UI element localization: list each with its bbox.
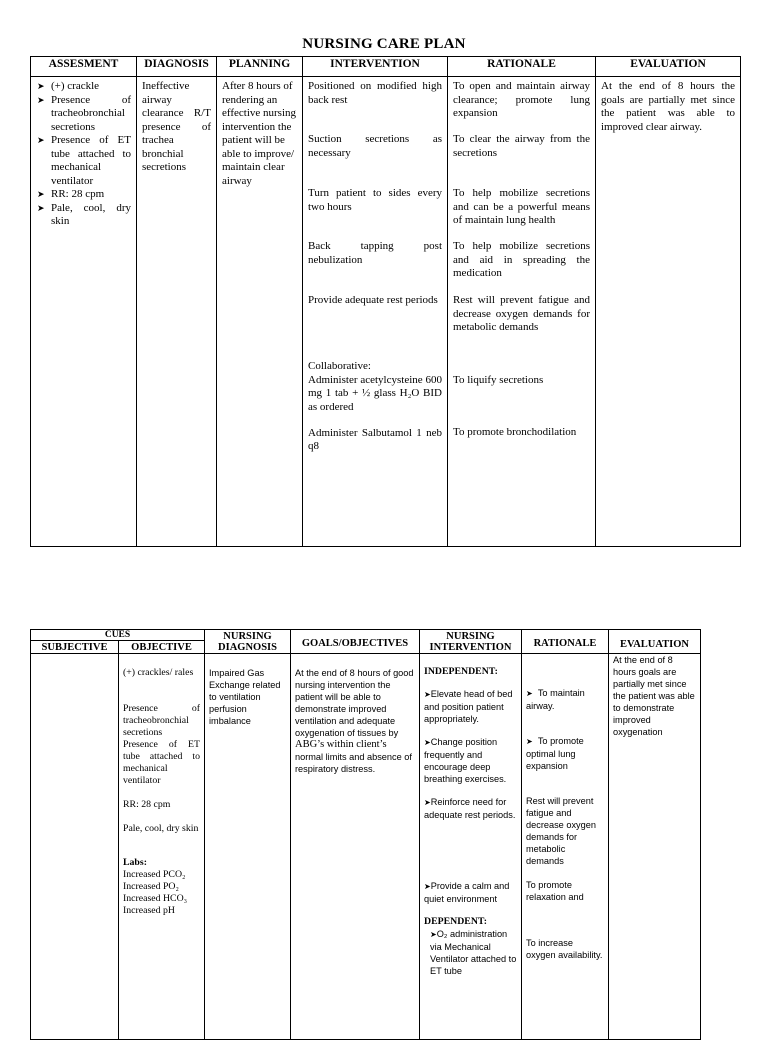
header-rationale: RATIONALE	[448, 57, 596, 77]
intervention-item: Positioned on modified high back rest	[308, 80, 442, 106]
subjective-cell	[31, 654, 119, 1040]
arrow-icon: ➤	[424, 798, 431, 807]
rationale-item: To open and maintain airway clearance; promote lung expansion	[453, 80, 590, 119]
rationale-text: To maintain airway.	[526, 688, 585, 711]
intervention-item: Back tapping post nebulization	[308, 240, 442, 266]
dependent-text: O₂ administration via Mechanical Ventilator attached to ET tube	[430, 929, 517, 976]
independent-label: INDEPENDENT:	[424, 666, 498, 677]
assessment-list	[36, 80, 131, 229]
goals-text: At the end of 8 hours of good nursing intervention the patient will be able to demonstrate improved ventilation and adequate oxygenation of tissues by	[295, 668, 414, 738]
care-plan-table-2	[30, 629, 701, 1040]
intervention-item: Turn patient to sides every two hours	[308, 187, 442, 213]
intervention-item	[424, 880, 517, 916]
header-evaluation: EVALUATION	[609, 630, 701, 654]
objective-cell	[119, 654, 205, 1040]
rationale-item: To promote relaxation and	[526, 880, 584, 902]
header-cues: CUES	[31, 630, 205, 641]
nursing-diagnosis-text: Impaired Gas Exchange related to ventilation perfusion imbalance	[209, 668, 281, 726]
collaborative-label: Collaborative:	[308, 360, 371, 372]
intervention-text: Elevate head of bed and position patient appropriately.	[424, 689, 513, 724]
goals-cell	[291, 654, 420, 1040]
intervention-text: Change position frequently and encourage deep breathing exercises.	[424, 737, 507, 784]
planning-text: After 8 hours of rendering an effective nursing intervention the patient will be able to improve/ maintain clear airway	[222, 80, 297, 187]
rationale-item: To help mobilize secretions and can be a powerful means of maintain lung health	[453, 187, 590, 226]
intervention-cell	[303, 77, 448, 547]
objective-item: Presence of tracheobronchial secretions	[123, 703, 200, 738]
header-diagnosis: DIAGNOSIS	[137, 57, 217, 77]
arrow-icon: ➤	[526, 737, 533, 746]
assessment-item: ➤ (+) crackle	[36, 80, 131, 94]
lab-item: Increased HCO₃	[123, 893, 188, 904]
page-title: NURSING CARE PLAN	[302, 36, 466, 52]
rationale-cell-2	[522, 654, 609, 1040]
intervention-item	[424, 688, 517, 736]
intervention-text: Provide a calm and quiet environment	[424, 881, 510, 904]
rationale-item	[526, 735, 604, 795]
dependent-label: DEPENDENT:	[424, 916, 487, 927]
dependent-item	[424, 928, 517, 977]
rationale-item: Rest will prevent fatigue and decrease oxygen demands for metabolic demands	[526, 796, 596, 866]
rationale-item: To clear the airway from the secretions	[453, 133, 590, 159]
intervention-item: Administer acetylcysteine 600 mg 1 tab + ½ glass H₂O BID as ordered	[308, 373, 442, 413]
planning-cell	[217, 77, 303, 547]
intervention-item	[424, 736, 517, 796]
header-assessment: ASSESMENT	[31, 57, 137, 77]
assessment-item: ➤ Pale, cool, dry skin	[36, 202, 131, 229]
assessment-item: ➤ RR: 28 cpm	[36, 188, 131, 202]
objective-item: (+) crackles/ rales	[123, 667, 194, 678]
evaluation-text: At the end of 8 hours the goals are partially met since the patient was able to improved clear airway.	[601, 80, 735, 133]
intervention-item	[424, 796, 517, 880]
rationale-cell	[448, 77, 596, 547]
intervention-text: Reinforce need for adequate rest periods.	[424, 797, 516, 820]
rationale-item: Rest will prevent fatigue and decrease oxygen demands for metabolic demands	[453, 294, 590, 333]
arrow-icon: ➤	[424, 738, 431, 747]
header-nursing-intervention: NURSING INTERVENTION	[420, 630, 522, 654]
intervention-item: Administer Salbutamol 1 neb q8	[308, 426, 442, 452]
goals-text-end: normal limits and absence of respiratory distress.	[295, 752, 412, 774]
header-objective: OBJECTIVE	[119, 641, 205, 654]
header-intervention: INTERVENTION	[303, 57, 448, 77]
rationale-item: To promote bronchodilation	[453, 426, 577, 438]
header-subjective: SUBJECTIVE	[31, 641, 119, 654]
care-plan-table-1	[30, 56, 741, 547]
arrow-icon: ➤	[424, 882, 431, 891]
assessment-cell	[31, 77, 137, 547]
rationale-item: To liquify secretions	[453, 374, 544, 386]
header-nursing-diagnosis: NURSING DIAGNOSIS	[205, 630, 291, 654]
header-goals: GOALS/OBJECTIVES	[291, 630, 420, 654]
rationale-text: To promote optimal lung expansion	[526, 736, 584, 771]
evaluation-cell	[596, 77, 741, 547]
header-planning: PLANNING	[217, 57, 303, 77]
evaluation-text: At the end of 8 hours goals are partially met since the patient was able to demonstrate improved oxygenation	[613, 655, 695, 737]
assessment-item: ➤ Presence of ET tube attached to mechanical ventilator	[36, 134, 131, 188]
arrow-icon: ➤	[526, 689, 533, 698]
diagnosis-text: Ineffective airway clearance R/T presence of trachea bronchial secretions	[142, 80, 211, 173]
rationale-item	[526, 687, 604, 735]
objective-item: RR: 28 cpm	[123, 799, 171, 810]
header-rationale: RATIONALE	[522, 630, 609, 654]
intervention-item: Suction secretions as necessary	[308, 133, 442, 159]
rationale-item: To increase oxygen availability.	[526, 938, 603, 960]
objective-item: Presence of ET tube attached to mechanical ventilator	[123, 739, 200, 786]
arrow-icon: ➤	[430, 930, 437, 939]
lab-item: Increased pH	[123, 905, 175, 916]
evaluation-cell-2	[609, 654, 701, 1040]
rationale-item: To help mobilize secretions and aid in spreading the medication	[453, 240, 590, 279]
lab-item: Increased PCO₂	[123, 869, 186, 880]
assessment-item: ➤ Presence of tracheobronchial secretions	[36, 94, 131, 135]
objective-item: Pale, cool, dry skin	[123, 823, 199, 834]
nursing-intervention-cell	[420, 654, 522, 1040]
header-evaluation: EVALUATION	[596, 57, 741, 77]
labs-label: Labs:	[123, 857, 147, 868]
nursing-diagnosis-cell	[205, 654, 291, 1040]
arrow-icon: ➤	[424, 690, 431, 699]
intervention-item: Provide adequate rest periods	[308, 294, 438, 306]
goals-text-emphasis: ABG’s within client’s	[295, 739, 387, 750]
diagnosis-cell	[137, 77, 217, 547]
lab-item: Increased PO₂	[123, 881, 179, 892]
